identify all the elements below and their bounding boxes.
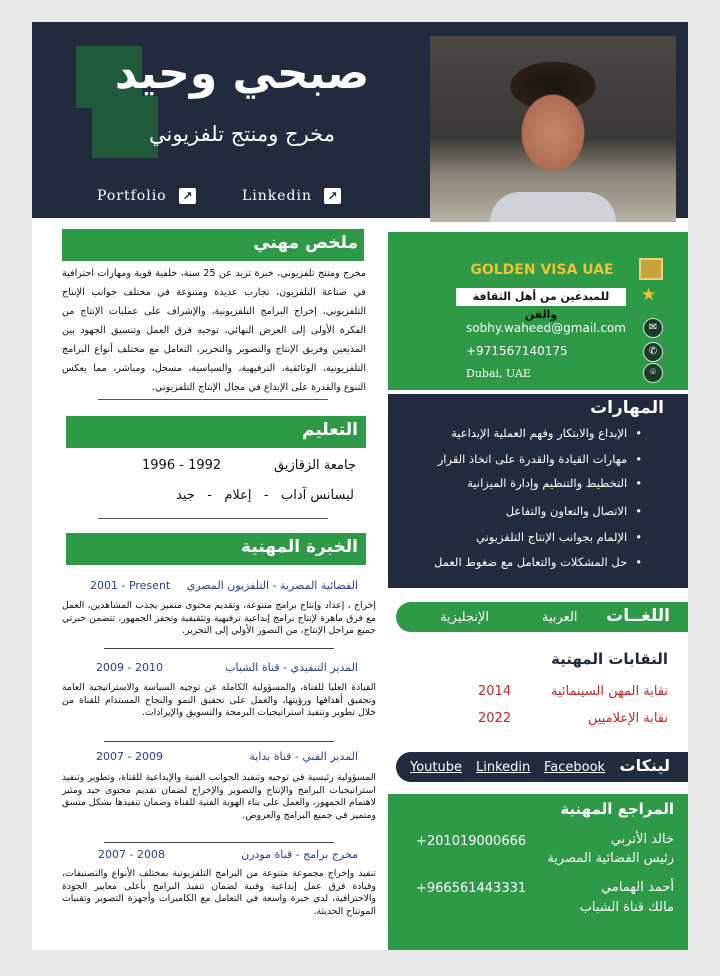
skill-item: • الاتصال والتعاون والتفاعل	[506, 504, 642, 518]
divider	[104, 648, 334, 649]
divider	[98, 399, 328, 400]
job-period: 2001 - Present	[90, 579, 171, 592]
email-text[interactable]: sobhy.waheed@gmail.com	[466, 321, 626, 335]
reference-name: خالد الأتربي	[610, 832, 674, 847]
linkedin-header-link[interactable]: Linkedin	[242, 188, 313, 204]
star-icon: ★	[641, 285, 657, 305]
linkedin-link[interactable]: Linkedin	[476, 760, 531, 775]
union-name: نقابة الإعلاميين	[587, 711, 668, 726]
resume-page	[32, 22, 688, 950]
unions-heading: النقابات المهنية	[551, 650, 668, 668]
job-description: المسؤولية رئيسية في توجيه وتنفيذ الجوانب الفنية والإبداعية للقناة، وتطوير وتنفيذ استراتيجيات البرامج والإنتاج والتصوير والإخراج لضمان تقديم محتوى جيد ومثير لاهتمام الجمهور، والعمل على بناء الهوية الفنية للقناة وضمان تنفيذها بشكل متسق ومتميز في جميع البرامج والعروض.	[62, 772, 376, 821]
facebook-link[interactable]: Facebook	[544, 760, 606, 775]
external-link-icon[interactable]: ↗	[324, 188, 341, 204]
divider	[104, 741, 334, 742]
job-description: القيادة العليا للقناة، والمسؤولية الكاملة عن توجيه السياسة والاستراتيجية العامة وتحقيق أهدافها ورؤيتها، والعمل على تحقيق النمو والنجاح المستدام للقناة من خلال تطوير وتنفيذ استراتيجيات البرمجة والتسويق والإيرادات.	[62, 682, 376, 718]
skill-item: • مهارات القيادة والقدرة على اتخاذ القرار	[438, 452, 642, 466]
skill-item: • الإبداع والابتكار وفهم العملية الإبداعية	[451, 426, 642, 440]
job-title: المدير التنفيذي - قناة الشباب	[225, 661, 358, 674]
divider	[104, 842, 334, 843]
golden-visa-subtitle: للمبدعين من أهل الثقافة والفن	[456, 288, 626, 306]
job-title: مخرج برامج - قناة مودرن	[241, 848, 358, 861]
degree-text: ليسانس آداب - إعلام - جيد	[176, 488, 354, 503]
job-period: 2007 - 2009	[96, 750, 163, 763]
reference-role: رئيس الفضائية المصرية	[547, 851, 674, 866]
person-name: صبحي وحيد	[114, 48, 370, 99]
location-pin-icon: ⌾	[643, 363, 663, 383]
email-icon: ✉	[643, 318, 663, 338]
job-description: تنفيذ وإخراج مجموعة متنوعة من البرامج التلفزيونية بمختلف الأنواع والتصنيفات، وقيادة فرق عمل إبداعية وفنية لضمان تنفيذ البرامج بأعلى معايير الجودة والاحترافية، لدي خبرة واسعة في التعامل مع الكاميرات وأجهزة التصوير وتقنيات المونتاج الحديثة.	[62, 868, 376, 917]
phone-text[interactable]: +971567140175	[466, 344, 568, 358]
divider	[98, 518, 328, 519]
job-period: 2009 - 2010	[96, 661, 163, 674]
summary-text: مخرج ومنتج تلفزيوني، خبرة تزيد عن 25 سنة، خلفية قوية ومهارات احترافية في صناعة التلفزيون، تجارب عديدة ومتنوعة في مختلف جوانب الإنتاج التلفزيوني، إخراج البرامج التلفزيونية، والإشراف على عمليات الإنتاج من الفكرة الأولى إلى العرض النهائي، توجيه فرق العمل وتنسيق الجهود بين المذيعين وفريق الإنتاج والتصوير والتحرير، التعامل مع مختلف أنواع البرامج التلفزيونية، الوثائقية، الترفيهية، والسياسية، مسجل، ومباشر، مما يعكس التنوع والقدرة على الإبداع في مجال الإنتاج التلفزيوني.	[62, 268, 366, 393]
language-item: الإنجليزية	[440, 610, 490, 625]
skill-item: • التخطيط والتنظيم وإدارة الميزانية	[467, 476, 642, 490]
reference-name: أحمد الهمامي	[601, 880, 674, 895]
languages-heading: اللغــات	[606, 606, 670, 626]
job-description: إخراج ، إعداد وإنتاج برامج متنوعة، وتقديم محتوى متميز يجذب المشاهدين، العمل مع فرق ماهرة لإنتاج برامج إبداعية ترفيهية وتثقيفية وتحفز الجمهور، تتضمن خبرتي جميع مراحل الإنتاج، من التصور الأولي إلى التحرير.	[62, 600, 376, 636]
reference-phone[interactable]: +966561443331	[416, 881, 527, 896]
skill-item: • الإلمام بجوانب الإنتاج التلفزيوني	[476, 530, 642, 544]
external-link-icon[interactable]: ↗	[179, 188, 196, 204]
youtube-link[interactable]: Youtube	[410, 760, 462, 775]
union-year: 2022	[478, 711, 512, 726]
location-text: Dubai, UAE	[466, 367, 531, 380]
education-heading: التعليم	[302, 420, 358, 440]
references-heading: المراجع المهنية	[560, 800, 674, 818]
union-name: نقابة المهن السينمائية	[551, 684, 668, 699]
reference-phone[interactable]: +201019000666	[416, 834, 527, 849]
language-item: العربية	[542, 610, 578, 625]
profile-photo-shirt	[490, 192, 616, 222]
links-heading: لينكات	[619, 756, 670, 775]
golden-visa-logo-icon	[639, 258, 663, 280]
union-year: 2014	[478, 684, 512, 699]
education-years: 1992 - 1996	[142, 458, 222, 473]
job-title: الفضائية المصرية - التلفزيون المصري	[186, 579, 358, 592]
skills-heading: المهارات	[590, 398, 664, 418]
summary-heading: ملخص مهني	[253, 233, 358, 253]
skill-item: • حل المشكلات والتعامل مع ضغوط العمل	[434, 555, 642, 569]
portfolio-link[interactable]: Portfolio	[97, 188, 167, 204]
phone-icon: ✆	[643, 342, 663, 362]
job-period: 2007 - 2008	[98, 848, 165, 861]
golden-visa-title: GOLDEN VISA UAE	[470, 262, 614, 278]
job-title: المدير الفني - قناة بداية	[249, 750, 358, 763]
experience-heading: الخبرة المهنية	[241, 537, 358, 557]
university-name: جامعة الزقازيق	[274, 458, 356, 473]
reference-role: مالك قناة الشباب	[579, 900, 674, 915]
job-title: مخرج ومنتج تلفزيوني	[149, 122, 335, 146]
